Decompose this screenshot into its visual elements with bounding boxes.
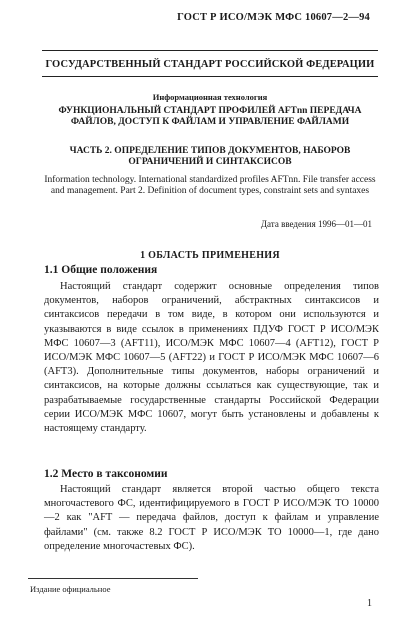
taxonomy-text: Настоящий стандарт является второй частью общего текста многочастевого ФС, идентифицируемого в ГОСТ Р ИСО/МЭК ТО 10000—2 как "AFT — передача файлов, доступ к файлам и управление файлами" (см. также 8.2 ГОСТ Р ИСО/МЭК ТО 10000—1, где дано определение многочастевых ФС). xyxy=(44,484,379,552)
section-heading: 1 ОБЛАСТЬ ПРИМЕНЕНИЯ xyxy=(140,250,280,261)
general-provisions-text: Настоящий стандарт содержит основные определения типов документов, наборов ограничений, абстрактных синтаксисов и синтаксисов передачи в том виде, в котором они используются и указываются в виде ссылок в применениях ПДУФ ГОСТ Р ИСО/МЭК МФС 10607—3 (AFT11), ИСО/МЭК МФС 10607—4 (AFT12), ГОСТ Р ИСО/МЭК МФС 10607—5 (AFT22) и ГОСТ Р ИСО/МЭК МФС 10607—6 (AFT3). Дополнительные типы документов, наборы ограничений и синтаксисов, на которые должны ссылаться как существующие, так и разрабатываемые государственные стандарты Российской Федерации серии ИСО/МЭК МФС 10607, могут быть установлены и добавлены к настоящему стандарту. xyxy=(44,281,379,435)
footer-rule xyxy=(28,578,198,579)
page-number: 1 xyxy=(367,598,372,609)
english-title: Information technology. International standardized profiles AFTnn. File transfer access and management. Part 2. Definition of document types, constraint sets and syntaxes xyxy=(44,175,376,196)
header-rule-bottom xyxy=(42,76,378,77)
edition-label: Издание официальное xyxy=(30,584,111,594)
subject-label: Информационная технология xyxy=(152,92,268,102)
introduction-date: Дата введения 1996—01—01 xyxy=(260,219,372,229)
part-title: ЧАСТЬ 2. ОПРЕДЕЛЕНИЕ ТИПОВ ДОКУМЕНТОВ, НАБОРОВ ОГРАНИЧЕНИЙ И СИНТАКСИСОВ xyxy=(69,146,351,167)
subsection-heading-taxonomy: 1.2 Место в таксономии xyxy=(44,468,168,480)
standard-title: ГОСУДАРСТВЕННЫЙ СТАНДАРТ РОССИЙСКОЙ ФЕДЕРАЦИИ xyxy=(45,59,375,70)
main-title: ФУНКЦИОНАЛЬНЫЙ СТАНДАРТ ПРОФИЛЕЙ AFTnn ПЕРЕДАЧА ФАЙЛОВ, ДОСТУП К ФАЙЛАМ И УПРАВЛЕНИЕ ФАЙЛАМИ xyxy=(58,106,362,127)
document-number: ГОСТ Р ИСО/МЭК МФС 10607—2—94 xyxy=(177,12,370,23)
header-rule-top xyxy=(42,50,378,51)
subsection-heading-general: 1.1 Общие положения xyxy=(44,264,158,276)
